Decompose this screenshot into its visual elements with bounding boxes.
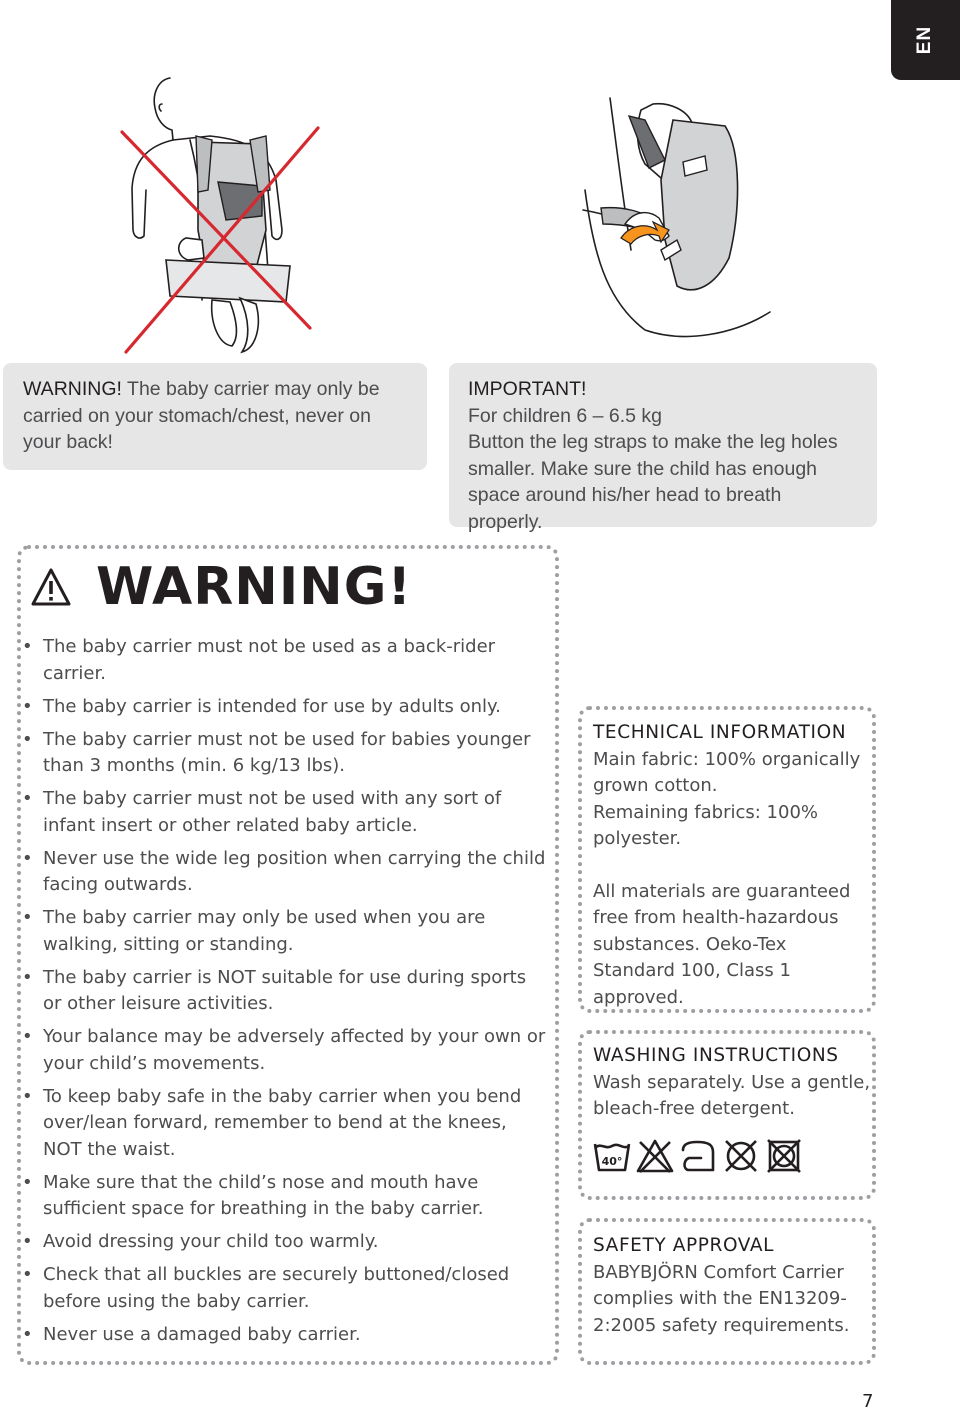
washing-instructions-text: Wash separately. Use a gentle, bleach-free detergent. (593, 1071, 871, 1119)
wash-40-icon (593, 1138, 631, 1174)
line-dry-icon (679, 1138, 717, 1174)
care-symbols (593, 1138, 803, 1174)
bullet-icon: • (22, 1026, 33, 1047)
bullet-icon: • (22, 728, 33, 750)
warning-item: • Avoid dressing your child too warmly. (17, 1229, 547, 1256)
language-tab-label: EN (914, 25, 936, 55)
leg-strap-illustration (565, 90, 780, 345)
technical-main-fabric: Main fabric: 100% organically grown cotton. (593, 748, 861, 796)
washing-instructions-panel (593, 1043, 873, 1123)
bullet-icon: • (22, 695, 33, 717)
warning-item: • Make sure that the child’s nose and mouth have sufficient space for breathing in the baby carrier. (22, 1171, 484, 1219)
bullet-icon: • (22, 1231, 33, 1252)
important-note-weight: For children 6 – 6.5 kg (468, 404, 663, 427)
back-carry-crossed-illustration (100, 70, 360, 360)
bullet-icon: • (22, 1323, 33, 1345)
no-dry-clean-icon (765, 1138, 803, 1174)
wash-temp-label: 40° (601, 1155, 623, 1168)
washing-instructions-title: WASHING INSTRUCTIONS (593, 1045, 839, 1066)
bullet-icon: • (22, 907, 33, 928)
warning-item: • Never use the wide leg position when carrying the child facing outwards. (22, 847, 546, 895)
warning-item: • Check that all buckles are securely buttoned/closed before using the baby carrier. (22, 1264, 510, 1312)
warning-item: • The baby carrier must not be used as a back-rider carrier. (22, 636, 496, 684)
important-note-heading: IMPORTANT! (468, 378, 587, 400)
important-note-text: Button the leg straps to make the leg holes smaller. Make sure the child has enough space around his/her head to breath properly. (468, 431, 838, 533)
warning-item: • The baby carrier is intended for use by adults only. (17, 694, 547, 721)
warning-item: • Your balance may be adversely affected by your own or your child’s movements. (22, 1026, 546, 1074)
warning-item: • To keep baby safe in the baby carrier when you bend over/lean forward, remember to bend at the knees, NOT the waist. (22, 1085, 522, 1160)
warning-triangle-icon (30, 567, 72, 607)
warning-item: • The baby carrier may only be used when you are walking, sitting or standing. (22, 907, 486, 955)
bullet-icon: • (22, 1085, 33, 1107)
important-note-box (449, 363, 877, 533)
page-number: 7 (862, 1391, 874, 1412)
warning-item: • The baby carrier is NOT suitable for use during sports or other leisure activities. (22, 966, 527, 1014)
technical-materials-guarantee: All materials are guaranteed free from health-hazardous substances. Oeko-Tex Standard 100, Class 1 approved. (593, 880, 851, 1008)
bullet-icon: • (22, 788, 33, 809)
bullet-icon: • (22, 1171, 33, 1193)
back-carry-warning-box (3, 363, 427, 470)
bullet-icon: • (22, 1264, 33, 1285)
technical-info-title: TECHNICAL INFORMATION (593, 722, 847, 743)
technical-info-panel (593, 720, 873, 1011)
bullet-icon: • (22, 847, 33, 869)
bullet-icon: • (22, 636, 33, 657)
warning-list (17, 634, 547, 1355)
warning-item: • The baby carrier must not be used with any sort of infant insert or other related baby article. (22, 788, 502, 836)
bullet-icon: • (22, 966, 33, 988)
safety-approval-text: BABYBJÖRN Comfort Carrier complies with the EN13209-2:2005 safety requirements. (593, 1261, 850, 1336)
warning-item: • Never use a damaged baby carrier. (17, 1322, 547, 1349)
back-carry-warning-heading: WARNING! (23, 378, 122, 400)
technical-remaining-fabrics: Remaining fabrics: 100% polyester. (593, 801, 819, 849)
safety-approval-title: SAFETY APPROVAL (593, 1235, 775, 1256)
language-tab (891, 0, 960, 80)
safety-approval-panel (593, 1233, 873, 1339)
no-tumble-dry-icon (722, 1138, 760, 1174)
warning-title: WARNING! (96, 557, 413, 617)
warning-heading (30, 552, 412, 622)
no-bleach-icon (636, 1138, 674, 1174)
warning-item: • The baby carrier must not be used for babies younger than 3 months (min. 6 kg/13 lbs). (22, 728, 531, 776)
back-carry-warning-text: The baby carrier may only be carried on your stomach/chest, never on your back! (23, 378, 380, 453)
